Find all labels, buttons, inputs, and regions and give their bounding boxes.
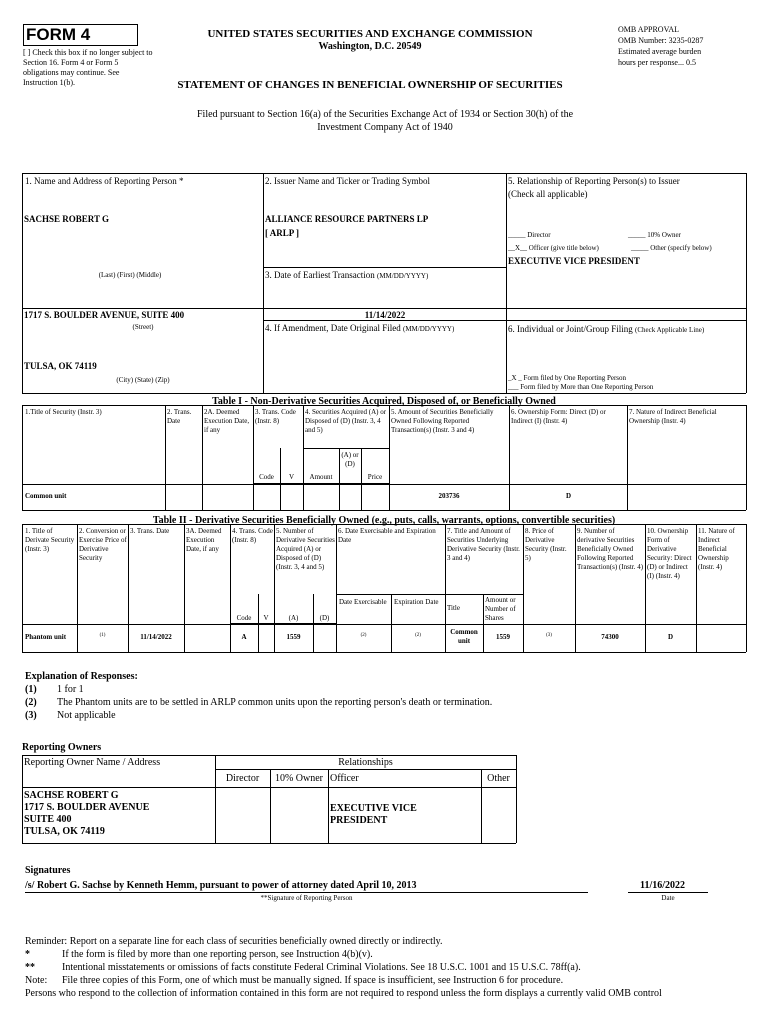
footer-note: Note: <box>25 975 48 986</box>
explanation-num-1: (1) <box>25 684 37 695</box>
street-caption: (Street) <box>132 323 154 331</box>
signature-text: /s/ Robert G. Sachse by Kenneth Hemm, pursuant to power of attorney dated April 10, 2013 <box>25 880 417 891</box>
box5-label-line1: 5. Relationship of Reporting Person(s) to Issuer <box>508 176 680 186</box>
omb-line-1: OMB APPROVAL <box>618 25 679 34</box>
box1-label: 1. Name and Address of Reporting Person * <box>25 176 184 186</box>
owners-col-name: Reporting Owner Name / Address <box>24 757 161 768</box>
t2-row-underlying-title: Common unit <box>450 628 478 645</box>
statement-title: STATEMENT OF CHANGES IN BENEFICIAL OWNERSHIP OF SECURITIES <box>177 79 563 91</box>
t2-row-conversion: (1) <box>99 633 106 638</box>
t1-header-title: 1.Title of Security (Instr. 3) <box>25 408 102 416</box>
t2-header-code: 4. Trans. Code (Instr. 8) <box>232 527 273 544</box>
t1-header-ownership: 6. Ownership Form: Direct (D) or Indirect (I) (Instr. 4) <box>511 408 606 425</box>
t1-row-amount-owned: 203736 <box>438 492 460 500</box>
omb-line-4: hours per response... 0.5 <box>618 58 696 67</box>
box4-label <box>265 323 454 334</box>
t1-sub-code: Code <box>259 473 274 481</box>
box5-label-line2: (Check all applicable) <box>508 189 588 199</box>
relationship-other: _____ Other (specify below) <box>631 244 712 252</box>
t1-sub-amount: Amount <box>309 473 333 481</box>
box6-label <box>508 324 744 335</box>
filed-pursuant-2: Investment Company Act of 1940 <box>317 122 453 133</box>
signature-caption: **Signature of Reporting Person <box>260 894 353 902</box>
t2-sub-amount: Amount or Number of Shares <box>485 596 516 622</box>
explanation-num-3: (3) <box>25 710 37 721</box>
omb-line-2: OMB Number: 3235-0287 <box>618 36 704 45</box>
t2-header-conversion: 2. Conversion or Exercise Price of Derivative Security <box>79 527 127 562</box>
box4-label-text: 4. If Amendment, Date Original Filed <box>265 323 401 333</box>
owners-title: Reporting Owners <box>22 742 102 753</box>
footer-dstar-text: Intentional misstatements or omissions of facts constitute Federal Criminal Violations. See 18 U.S.C. 1001 and 15 U.S.C. 78ff(a). <box>62 962 581 973</box>
filing-one-person: _X _ Form filed by One Reporting Person <box>508 374 627 382</box>
signature-date: 11/16/2022 <box>640 880 686 891</box>
explanation-num-2: (2) <box>25 697 37 708</box>
name-caption: (Last) (First) (Middle) <box>98 271 162 279</box>
reporting-street: 1717 S. BOULDER AVENUE, SUITE 400 <box>24 310 185 320</box>
earliest-transaction-date: 11/14/2022 <box>364 310 406 320</box>
t2-row-code: A <box>241 633 247 641</box>
box3-label-text: 3. Date of Earliest Transaction <box>265 270 375 280</box>
t2-sub-title: Title <box>447 604 460 612</box>
t2-header-underlying: 7. Title and Amount of Securities Underlying Derivative Security (Instr. 3 and 4) <box>447 527 520 562</box>
t2-header-nature: 11. Nature of Indirect Beneficial Ownership (Instr. 4) <box>698 527 735 571</box>
t2-sub-v: V <box>263 614 269 622</box>
t2-row-owned: 74300 <box>601 633 619 641</box>
table1-title: Table I - Non-Derivative Securities Acquired, Disposed of, or Beneficially Owned <box>212 396 556 407</box>
form-title-box <box>23 24 138 46</box>
t2-row-underlying-amount: 1559 <box>496 633 510 641</box>
t2-row-expiration: (2) <box>415 633 421 638</box>
officer-title: EXECUTIVE VICE PRESIDENT <box>508 256 640 266</box>
box2-label: 2. Issuer Name and Ticker or Trading Symbol <box>265 176 430 186</box>
owner-address-line-3: SUITE 400 <box>24 814 72 825</box>
t1-header-date: 2. Trans. Date <box>167 408 192 425</box>
owner-address-line-1: SACHSE ROBERT G <box>24 790 119 801</box>
agency-name: UNITED STATES SECURITIES AND EXCHANGE COMMISSION <box>207 28 533 40</box>
t2-header-deemed: 3A. Deemed Execution Date, if any <box>186 527 222 553</box>
t1-sub-price: Price <box>367 473 383 481</box>
footer-dstar: ** <box>25 962 35 973</box>
relationship-ten-pct-owner: _____ 10% Owner <box>628 231 681 239</box>
t2-header-acquired: 5. Number of Derivative Securities Acquired (A) or Disposed of (D) (Instr. 3, 4 and 5) <box>276 527 335 571</box>
box5-label <box>508 176 744 200</box>
explanation-text-2: The Phantom units are to be settled in ARLP common units upon the reporting person's death or termination. <box>57 697 493 708</box>
table2-title: Table II - Derivative Securities Beneficially Owned (e.g., puts, calls, warrants, options, convertible securities) <box>152 515 616 526</box>
t1-sub-ad: (A) or (D) <box>341 451 359 468</box>
owner-officer-title <box>330 803 417 827</box>
owners-col-other: Other <box>487 773 510 784</box>
t2-row-exercisable: (2) <box>360 633 367 638</box>
t1-header-owned: 5. Amount of Securities Beneficially Owned Following Reported Transaction(s) (Instr. 3 and 4) <box>391 408 494 434</box>
footer-note-text: File three copies of this Form, one of which must be manually signed. If space is insufficient, see Instruction 6 for procedure. <box>62 975 564 986</box>
check-box-note: [ ] Check this box if no longer subject to Section 16. Form 4 or Form 5 obligations may continue. See Instruction 1(b). <box>23 48 153 87</box>
t1-header-deemed: 2A. Deemed Execution Date, if any <box>204 408 250 434</box>
explanation-text-3: Not applicable <box>57 710 116 721</box>
signatures-title: Signatures <box>25 865 71 876</box>
t2-row-price: (3) <box>546 633 552 638</box>
box3-label <box>265 270 428 281</box>
owner-officer-line-2: PRESIDENT <box>330 815 388 826</box>
footer-star: * <box>25 949 30 960</box>
filed-pursuant-1: Filed pursuant to Section 16(a) of the Securities Exchange Act of 1934 or Section 30(h) of the <box>196 109 574 120</box>
issuer-name: ALLIANCE RESOURCE PARTNERS LP <box>265 214 429 224</box>
relationship-director: _____ Director <box>508 231 551 239</box>
t1-header-acquired: 4. Securities Acquired (A) or Disposed of (D) (Instr. 3, 4 and 5) <box>305 408 387 434</box>
t2-row-ownership: D <box>667 633 674 641</box>
signature-date-caption: Date <box>661 894 675 902</box>
owner-address-line-4: TULSA, OK 74119 <box>24 826 105 837</box>
reporting-person-name: SACHSE ROBERT G <box>24 214 110 224</box>
reporting-city: TULSA, OK 74119 <box>24 361 97 371</box>
t2-sub-d: (D) <box>319 614 330 622</box>
omb-approval <box>618 25 758 68</box>
t2-row-date: 11/14/2022 <box>140 633 172 641</box>
box4-label-format: (MM/DD/YYYY) <box>402 325 455 333</box>
owner-address-line-2: 1717 S. BOULDER AVENUE <box>24 802 150 813</box>
issuer-ticker: [ ARLP ] <box>265 228 300 238</box>
box6-label-note: (Check Applicable Line) <box>635 326 705 334</box>
t1-sub-v: V <box>288 473 295 481</box>
t2-row-title: Phantom unit <box>25 633 67 641</box>
t2-sub-code: Code <box>236 614 252 622</box>
footer-persons: Persons who respond to the collection of information contained in this form are not required to respond unless the form displays a currently valid OMB control <box>25 988 662 999</box>
t2-sub-exercisable: Date Exercisable <box>339 598 387 606</box>
t2-header-owned: 9. Number of derivative Securities Beneficially Owned Following Reported Transaction(s) (Instr. 4) <box>577 527 644 571</box>
t2-header-exercisable: 6. Date Exercisable and Expiration Date <box>338 527 436 544</box>
t2-header-price: 8. Price of Derivative Security (Instr. 5) <box>525 527 567 562</box>
t2-header-ownership: 10. Ownership Form of Derivative Security: Direct (D) or Indirect (I) (Instr. 4) <box>647 527 692 580</box>
footer-star-text: If the form is filed by more than one reporting person, see Instruction 4(b)(v). <box>62 949 373 960</box>
omb-line-3: Estimated average burden <box>618 47 702 56</box>
t2-sub-a: (A) <box>288 614 299 622</box>
owners-col-relationships: Relationships <box>338 757 393 768</box>
owners-col-ten-pct: 10% Owner <box>274 773 324 784</box>
owner-address <box>24 790 149 838</box>
t2-header-date: 3. Trans. Date <box>130 527 170 535</box>
owners-col-officer: Officer <box>330 773 359 784</box>
agency-address: Washington, D.C. 20549 <box>318 41 422 52</box>
filing-more-persons: ___ Form filed by More than One Reporting Person <box>508 383 654 391</box>
city-caption: (City) (State) (Zip) <box>116 376 170 384</box>
t2-row-acquired: 1559 <box>286 633 301 641</box>
owners-col-director: Director <box>225 773 260 784</box>
t2-sub-expiration: Expiration Date <box>394 598 439 606</box>
owner-officer-line-1: EXECUTIVE VICE <box>330 803 417 814</box>
t1-row-ownership: D <box>565 492 572 500</box>
relationship-officer: __X__ Officer (give title below) <box>508 244 599 252</box>
box3-label-format: (MM/DD/YYYY) <box>376 272 429 280</box>
explanation-title: Explanation of Responses: <box>25 671 138 682</box>
t2-header-title: 1. Title of Derivate Security (Instr. 3) <box>25 527 75 553</box>
box6-label-text: 6. Individual or Joint/Group Filing <box>508 324 633 334</box>
form-title: FORM 4 <box>26 25 91 44</box>
footer-reminder: Reminder: Report on a separate line for each class of securities beneficially owned directly or indirectly. <box>25 936 443 947</box>
t1-header-code: 3. Trans. Code (Instr. 8) <box>255 408 296 425</box>
t1-row-title: Common unit <box>25 492 67 500</box>
explanation-text-1: 1 for 1 <box>57 684 84 695</box>
t1-header-nature: 7. Nature of Indirect Beneficial Ownership (Instr. 4) <box>629 408 717 425</box>
